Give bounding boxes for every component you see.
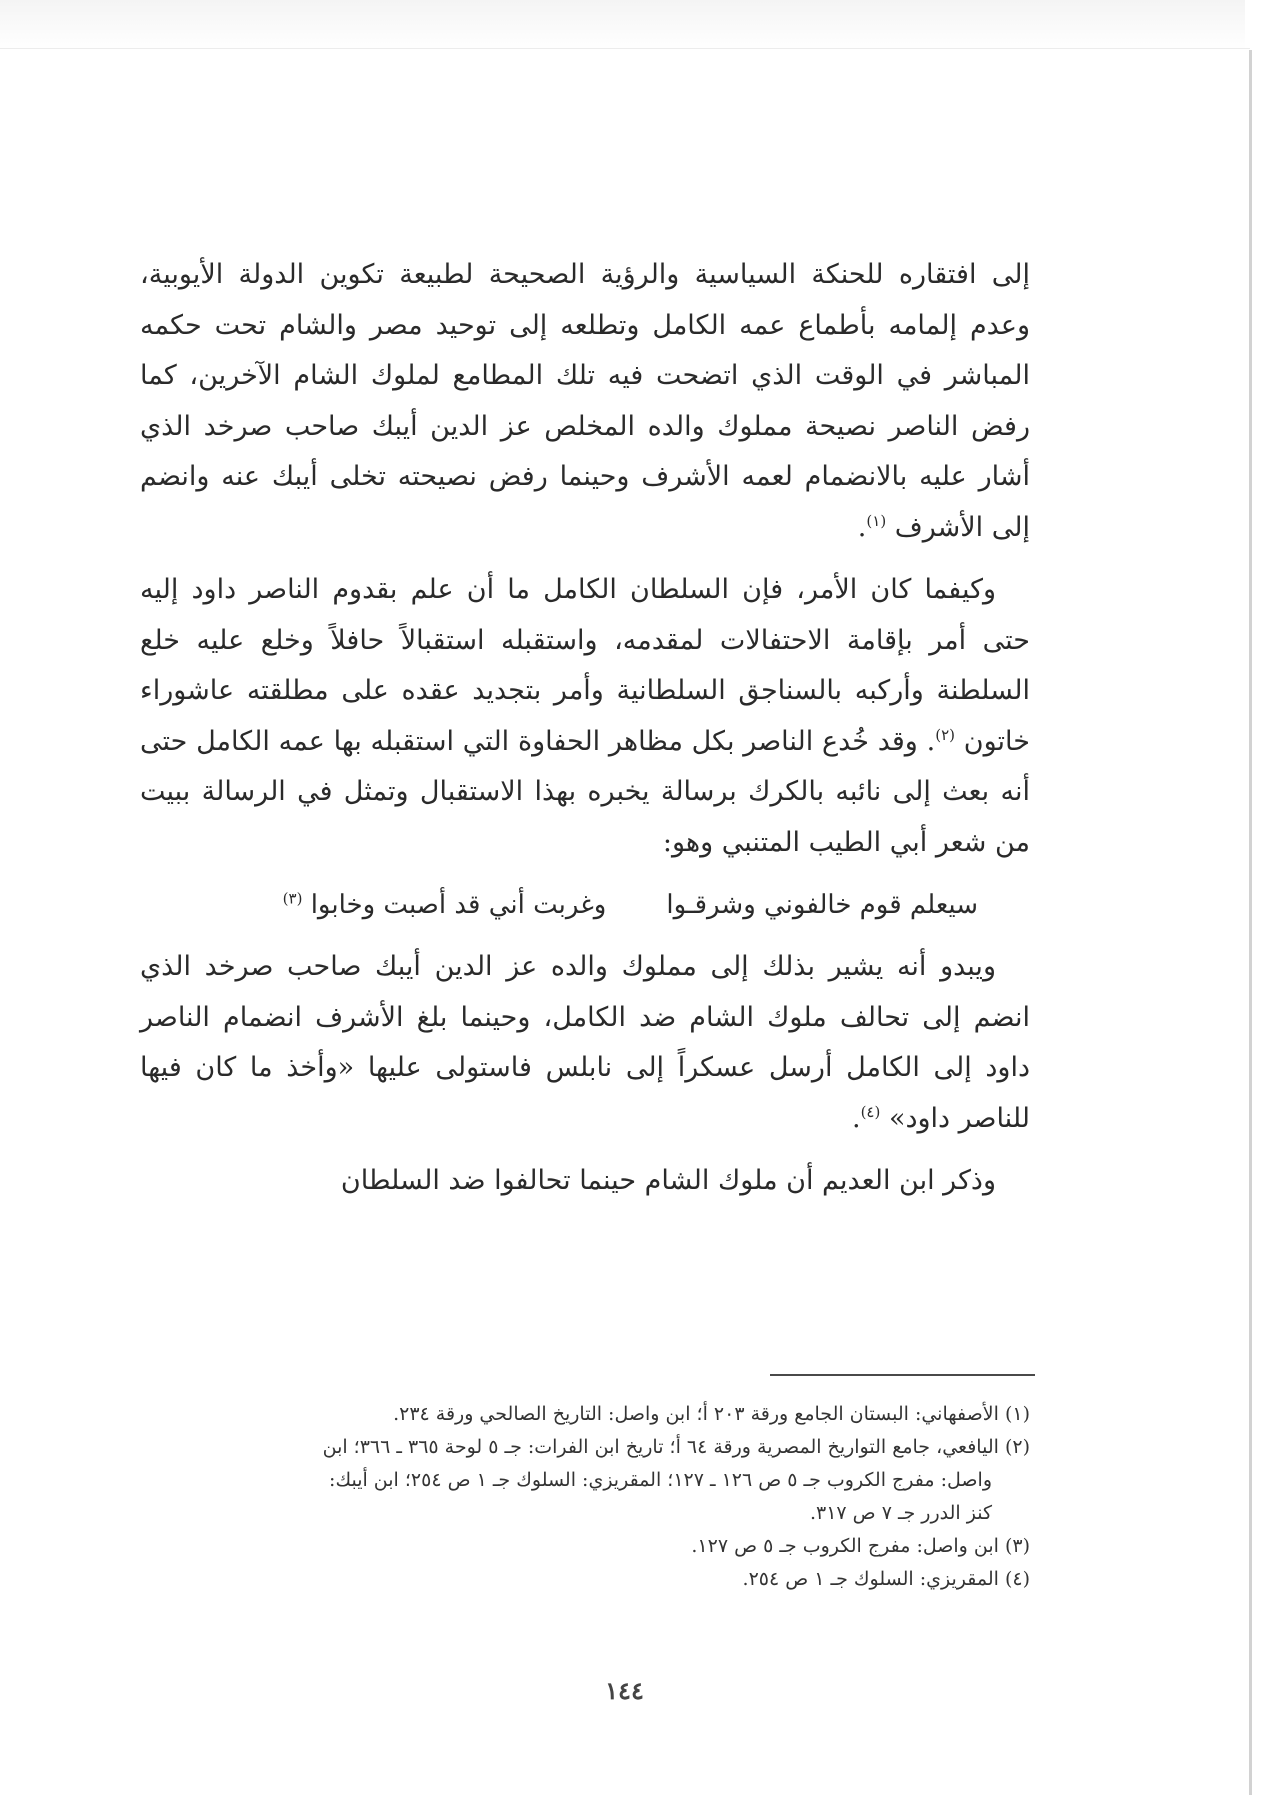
footnote-text: ابن واصل: مفرج الكروب جـ ٥ ص ١٢٧.: [691, 1535, 999, 1557]
footnote-number: (٢): [1004, 1436, 1030, 1458]
paragraph-end: .: [926, 725, 936, 757]
footnote-1: [140, 1398, 1030, 1431]
verse-first-hemistich: سيعلم قوم خالفوني وشرقـوا: [666, 890, 978, 920]
footnote-continuation: كنز الدرر جـ ٧ ص ٣١٧.: [809, 1502, 992, 1524]
paragraph-text: وذكر ابن العديم أن ملوك الشام حينما تحالفوا ضد السلطان: [340, 1165, 996, 1196]
footnote-ref-1[interactable]: (١): [866, 511, 887, 530]
footnote-separator: [770, 1374, 1035, 1376]
footnote-continuation: واصل: مفرج الكروب جـ ٥ ص ١٢٦ ـ ١٢٧؛ المقريزي: السلوك جـ ١ ص ٢٥٤؛ ابن أيبك:: [329, 1469, 992, 1491]
footnote-2: [140, 1431, 1030, 1530]
page-number: ١٤٤: [605, 1676, 644, 1705]
footnote-3: [140, 1530, 1030, 1563]
footnote-ref-2[interactable]: (٢): [935, 725, 955, 744]
verse-second-hemistich: [283, 880, 607, 930]
paragraph-end: .: [851, 1102, 861, 1134]
paragraph-text: إلى افتقاره للحنكة السياسية والرؤية الصحيحة لطبيعة تكوين الدولة الأيوبية، وعدم إلمامه بأطماع عمه الكامل وتطلعه إلى توحيد مصر والشام تحت حكمه المباشر في الوقت الذي اتضحت فيه تلك المطامع لملوك الشام الآخرين، كما رفض الناصر نصيحة مملوك والده المخلص عز الدين أيبك صاحب صرخد الذي أشار عليه بالانضمام لعمه الأشرف وحينما رفض نصيحته تخلى أيبك عنه وانضم إلى الأشرف: [140, 259, 1030, 543]
footnote-ref-4[interactable]: (٤): [860, 1102, 881, 1121]
scan-shadow: [0, 0, 1245, 50]
paragraph-text-continued: وقد خُدع الناصر بكل مظاهر الحفاوة التي استقبله بها عمه الكامل حتى أنه بعث إلى نائبه بالكرك برسالة يخبره بهذا الاستقبال وتمثل في الرسالة ببيت من شعر أبي الطيب المتنبي وهو:: [140, 725, 1030, 858]
paragraph-1: [140, 250, 1030, 553]
paragraph-2: [140, 565, 1030, 868]
page-body: [140, 250, 1030, 1207]
poetry-verse: [140, 880, 1030, 930]
footnote-ref-3[interactable]: (٣): [282, 889, 303, 908]
page-top-edge: [0, 48, 1250, 49]
footnote-text: اليافعي، جامع التواريخ المصرية ورقة ٦٤ أ؛ تاريخ ابن الفرات: جـ ٥ لوحة ٣٦٥ ـ ٣٦٦؛ ابن: [322, 1436, 999, 1458]
footnote-number: (٤): [1004, 1568, 1030, 1590]
paragraph-4: [140, 1156, 1030, 1207]
paragraph-text: ويبدو أنه يشير بذلك إلى مملوك والده عز الدين أيبك صاحب صرخد الذي انضم إلى تحالف ملوك الشام ضد الكامل، وحينما بلغ الأشرف انضمام الناصر داود إلى الكامل أرسل عسكراً إلى نابلس فاستولى عليها «وأخذ ما كان فيها للناصر داود»: [140, 951, 1030, 1134]
footnote-4: [140, 1563, 1030, 1596]
paragraph-3: [140, 942, 1030, 1144]
page-right-edge: [1249, 50, 1252, 1795]
paragraph-end: .: [857, 511, 867, 543]
footnote-number: (٣): [1004, 1535, 1030, 1557]
verse-second-text: وغربت أني قد أصبت وخابوا: [310, 890, 607, 920]
paragraph-text: وكيفما كان الأمر، فإن السلطان الكامل ما أن علم بقدوم الناصر داود إليه حتى أمر بإقامة الاحتفالات لمقدمه، واستقبله استقبالاً حافلاً وخلع عليه خلع السلطنة وأركبه بالسناجق السلطانية وأمر بتجديد عقده على مطلقته عاشوراء خاتون: [140, 574, 1030, 757]
footnote-text: المقريزي: السلوك جـ ١ ص ٢٥٤.: [742, 1568, 999, 1590]
footnote-text: الأصفهاني: البستان الجامع ورقة ٢٠٣ أ؛ ابن واصل: التاريخ الصالحي ورقة ٢٣٤.: [393, 1403, 999, 1425]
footnote-number: (١): [1004, 1403, 1030, 1425]
footnotes: [140, 1398, 1030, 1596]
